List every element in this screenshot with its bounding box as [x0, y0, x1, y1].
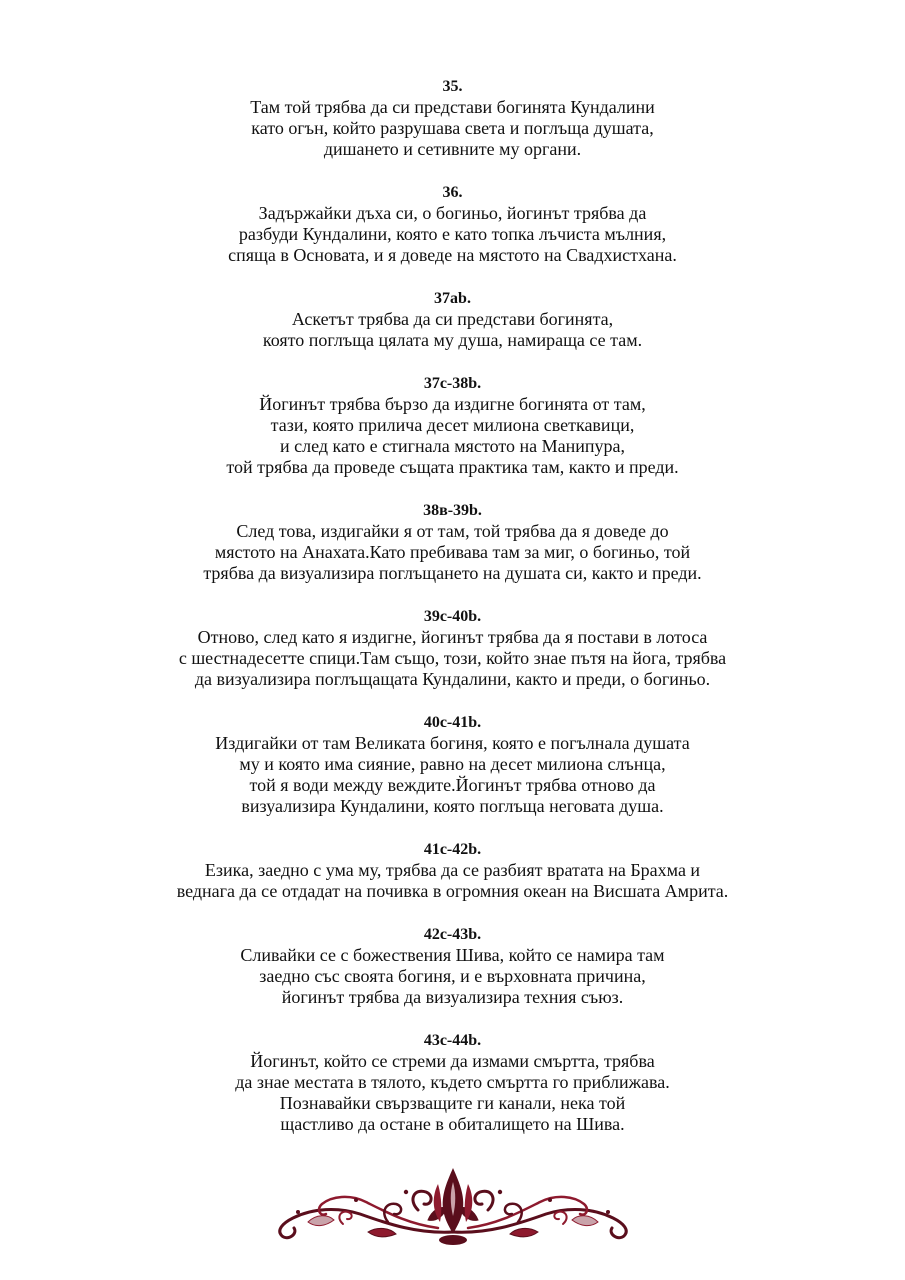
- verse-line: Там той трябва да си представи богинята Кундалини: [250, 97, 655, 117]
- verse-number: 35.: [442, 78, 463, 95]
- verse-line: Йогинът трябва бързо да издигне богинята от там,: [259, 394, 646, 414]
- verse-line: Познавайки свързващите ги канали, нека той: [279, 1093, 626, 1113]
- verse-line: След това, издигайки я от там, той трябва да я доведе до: [236, 521, 669, 541]
- verse-number: 42c-43b.: [423, 926, 482, 943]
- verse-line: като огън, който разрушава света и поглъща душата,: [251, 118, 654, 138]
- verse-number: 43c-44b.: [423, 1032, 482, 1049]
- verse-number: 36.: [442, 184, 463, 201]
- verse-line: Аскетът трябва да си представи богинята,: [291, 309, 614, 329]
- verse-37ab: [0, 288, 905, 351]
- verse-line: спяща в Основата, и я доведе на мястото на Свадхистхана.: [228, 245, 677, 265]
- verse-line: Йогинът, който се стреми да измами смъртта, трябва: [250, 1051, 655, 1071]
- verse-line: му и която има сияние, равно на десет милиона слънца,: [239, 754, 666, 774]
- verse-37c-38b: [0, 373, 905, 478]
- verse-number: 40c-41b.: [423, 714, 482, 731]
- verse-39c-40b: [0, 606, 905, 690]
- verse-line: заедно със своята богиня, и е върховната причина,: [259, 966, 646, 986]
- verse-line: трябва да визуализира поглъщането на душата си, както и преди.: [203, 563, 702, 583]
- verse-line: Езика, заедно с ума му, трябва да се разбият вратата на Брахма и: [204, 860, 701, 880]
- verse-line: Издигайки от там Великата богиня, която е погълнала душата: [215, 733, 690, 753]
- verse-41c-42b: [0, 839, 905, 902]
- verse-number: 37ab.: [434, 290, 471, 307]
- verse-38v-39b: [0, 500, 905, 584]
- verse-line: дишането и сетивните му органи.: [323, 139, 582, 159]
- verse-line: визуализира Кундалини, която поглъща неговата душа.: [241, 796, 664, 816]
- verse-line: той я води между веждите.Йогинът трябва отново да: [249, 775, 656, 795]
- verse-number: 41c-42b.: [423, 841, 482, 858]
- verse-line: мястото на Анахата.Като пребивава там за миг, о богиньо, той: [214, 542, 691, 562]
- verse-line: щастливо да остане в обиталището на Шива.: [280, 1114, 625, 1134]
- verse-number: 37c-38b.: [423, 375, 482, 392]
- verse-40c-41b: [0, 712, 905, 817]
- floral-flourish-ornament-icon: [268, 1162, 638, 1252]
- verse-line: да знае местата в тялото, където смъртта го приближава.: [235, 1072, 670, 1092]
- verse-36: [0, 182, 905, 266]
- verse-35: [0, 76, 905, 160]
- verses-container: [0, 76, 905, 1157]
- verse-43c-44b: [0, 1030, 905, 1135]
- verse-line: Отново, след като я издигне, йогинът трябва да я постави в лотоса: [197, 627, 708, 647]
- verse-line: веднага да се отдадат на почивка в огромния океан на Висшата Амрита.: [176, 881, 729, 901]
- verse-line: той трябва да проведе същата практика там, както и преди.: [226, 457, 679, 477]
- verse-number: 39c-40b.: [423, 608, 482, 625]
- verse-line: Сливайки се с божествения Шива, който се намира там: [240, 945, 665, 965]
- verse-line: йогинът трябва да визуализира техния съюз.: [281, 987, 624, 1007]
- verse-number: 38в-39b.: [423, 502, 482, 519]
- verse-line: да визуализира поглъщащата Кундалини, както и преди, о богиньо.: [194, 669, 711, 689]
- verse-42c-43b: [0, 924, 905, 1008]
- verse-line: с шестнадесетте спици.Там също, този, който знае пътя на йога, трябва: [178, 648, 727, 668]
- verse-line: която поглъща цялата му душа, намираща се там.: [262, 330, 643, 350]
- verse-line: и след като е стигнала мястото на Манипура,: [280, 436, 625, 456]
- verse-line: тази, която прилича десет милиона светкавици,: [270, 415, 635, 435]
- verse-line: Задържайки дъха си, о богиньо, йогинът трябва да: [258, 203, 647, 223]
- verse-line: разбуди Кундалини, която е като топка лъчиста мълния,: [238, 224, 667, 244]
